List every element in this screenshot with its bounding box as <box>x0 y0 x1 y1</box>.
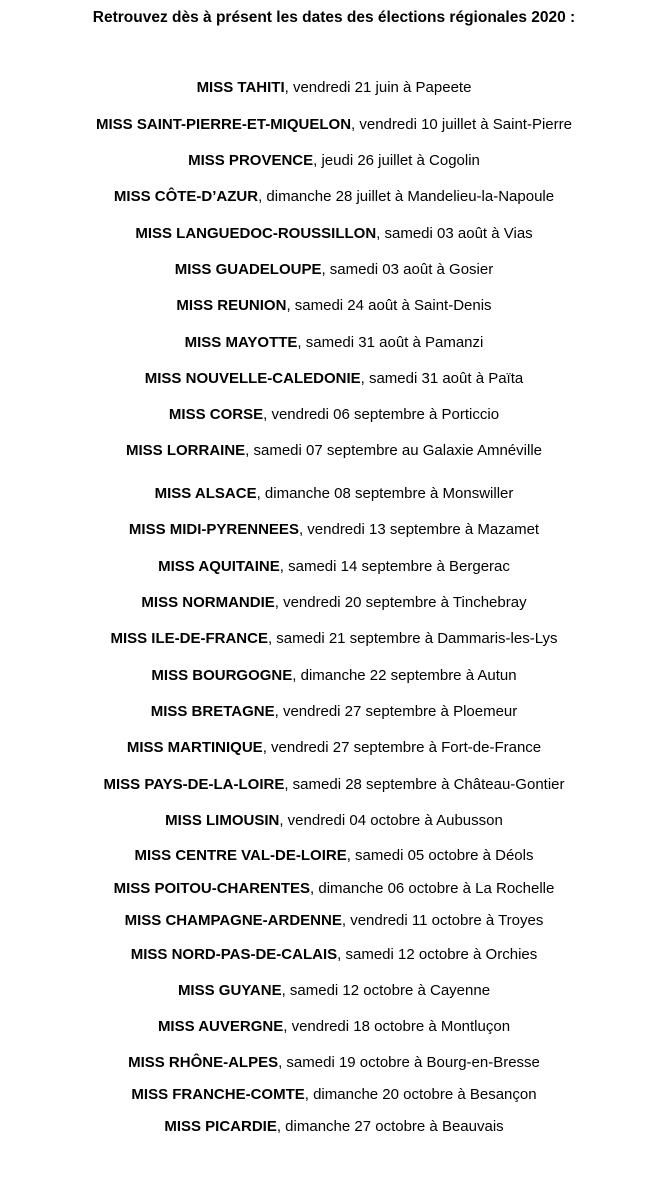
election-details: , dimanche 27 octobre à Beauvais <box>276 1118 504 1135</box>
region-name: MISS BRETAGNE <box>150 703 275 720</box>
list-item-languedoc-roussillon <box>0 224 668 244</box>
list-item-normandie <box>0 593 668 613</box>
region-name: MISS PICARDIE <box>164 1118 277 1135</box>
election-details: , vendredi 21 juin à Papeete <box>284 79 472 96</box>
region-name: MISS GUYANE <box>177 982 282 999</box>
region-name: MISS PROVENCE <box>188 152 314 169</box>
list-item-nord-pas-de-calais <box>0 945 668 965</box>
election-details: , vendredi 20 septembre à Tinchebray <box>274 594 527 611</box>
list-item-reunion <box>0 296 668 316</box>
region-name: MISS CHAMPAGNE-ARDENNE <box>124 912 342 929</box>
list-item-nouvelle-caledonie <box>0 369 668 389</box>
list-item-rhone-alpes <box>0 1053 668 1073</box>
list-item-ile-de-france <box>0 629 668 649</box>
list-item-poitou-charentes <box>0 879 668 899</box>
election-details: , samedi 12 octobre à Orchies <box>337 946 538 963</box>
list-item-lorraine <box>0 441 668 461</box>
list-item-corse <box>0 405 668 425</box>
list-item-picardie <box>0 1117 668 1137</box>
region-name: MISS AQUITAINE <box>158 558 280 575</box>
region-name: MISS NORMANDIE <box>141 594 275 611</box>
election-details: , samedi 03 août à Vias <box>376 225 533 242</box>
election-details: , samedi 03 août à Gosier <box>321 261 494 278</box>
election-details: , vendredi 13 septembre à Mazamet <box>298 521 540 538</box>
election-details: , vendredi 10 juillet à Saint-Pierre <box>351 116 572 133</box>
region-name: MISS MARTINIQUE <box>126 739 263 756</box>
list-item-guadeloupe <box>0 260 668 280</box>
list-item-alsace <box>0 484 668 504</box>
list-item-provence <box>0 151 668 171</box>
region-name: MISS CENTRE VAL-DE-LOIRE <box>134 847 347 864</box>
region-name: MISS PAYS-DE-LA-LOIRE <box>103 776 285 793</box>
page-heading: Retrouvez dès à présent les dates des élections régionales 2020 : <box>92 9 576 26</box>
region-name: MISS NOUVELLE-CALEDONIE <box>144 370 361 387</box>
region-name: MISS BOURGOGNE <box>151 667 293 684</box>
election-details: , samedi 19 octobre à Bourg-en-Bresse <box>278 1054 540 1071</box>
election-details: , vendredi 18 octobre à Montluçon <box>283 1018 511 1035</box>
election-details: , samedi 28 septembre à Château-Gontier <box>284 776 565 793</box>
election-details: , dimanche 06 octobre à La Rochelle <box>310 880 555 897</box>
list-item-guyane <box>0 981 668 1001</box>
election-details: , samedi 12 octobre à Cayenne <box>281 982 491 999</box>
election-details: , vendredi 27 septembre à Ploemeur <box>274 703 518 720</box>
list-item-auvergne <box>0 1017 668 1037</box>
election-details: , dimanche 20 octobre à Besançon <box>304 1086 537 1103</box>
election-details: , samedi 24 août à Saint-Denis <box>286 297 492 314</box>
region-name: MISS LIMOUSIN <box>165 812 280 829</box>
list-item-aquitaine <box>0 557 668 577</box>
election-details: , jeudi 26 juillet à Cogolin <box>313 152 480 169</box>
region-name: MISS CORSE <box>168 406 264 423</box>
list-item-mayotte <box>0 333 668 353</box>
region-name: MISS GUADELOUPE <box>174 261 322 278</box>
region-name: MISS MAYOTTE <box>184 334 298 351</box>
election-details: , samedi 21 septembre à Dammaris-les-Lys <box>267 630 558 647</box>
list-item-franche-comte <box>0 1085 668 1105</box>
region-name: MISS SAINT-PIERRE-ET-MIQUELON <box>96 116 352 133</box>
election-details: , samedi 14 septembre à Bergerac <box>279 558 510 575</box>
region-name: MISS RHÔNE-ALPES <box>128 1054 279 1071</box>
election-details: , vendredi 06 septembre à Porticcio <box>263 406 500 423</box>
region-name: MISS ALSACE <box>154 485 257 502</box>
region-name: MISS ILE-DE-FRANCE <box>110 630 268 647</box>
region-name: MISS REUNION <box>176 297 287 314</box>
election-details: , dimanche 08 septembre à Monswiller <box>256 485 514 502</box>
election-details: , dimanche 22 septembre à Autun <box>292 667 517 684</box>
region-name: MISS LANGUEDOC-ROUSSILLON <box>135 225 377 242</box>
region-name: MISS MIDI-PYRENNEES <box>128 521 299 538</box>
list-item-pays-de-la-loire <box>0 775 668 795</box>
election-details: , samedi 07 septembre au Galaxie Amnéville <box>245 442 542 459</box>
list-item-centre-val-de-loire <box>0 846 668 866</box>
list-item-midi-pyrennees <box>0 520 668 540</box>
election-details: , samedi 31 août à Païta <box>360 370 524 387</box>
election-details: , vendredi 04 octobre à Aubusson <box>279 812 503 829</box>
list-item-martinique <box>0 738 668 758</box>
list-item-champagne-ardenne <box>0 911 668 931</box>
region-name: MISS CÔTE-D’AZUR <box>113 188 259 205</box>
election-details: , vendredi 11 octobre à Troyes <box>341 912 544 929</box>
list-item-limousin <box>0 811 668 831</box>
region-name: MISS POITOU-CHARENTES <box>113 880 311 897</box>
election-details: , samedi 05 octobre à Déols <box>346 847 534 864</box>
election-details: , samedi 31 août à Pamanzi <box>297 334 484 351</box>
list-item-bretagne <box>0 702 668 722</box>
region-name: MISS AUVERGNE <box>157 1018 284 1035</box>
election-details: , vendredi 27 septembre à Fort-de-France <box>262 739 542 756</box>
region-name: MISS LORRAINE <box>125 442 246 459</box>
list-item-tahiti <box>0 78 668 98</box>
election-details: , dimanche 28 juillet à Mandelieu-la-Napoule <box>258 188 555 205</box>
region-name: MISS FRANCHE-COMTE <box>131 1086 305 1103</box>
list-item-saint-pierre-et-miquelon <box>0 115 668 135</box>
region-name: MISS TAHITI <box>196 79 285 96</box>
list-item-cote-d-azur <box>0 187 668 207</box>
region-name: MISS NORD-PAS-DE-CALAIS <box>130 946 338 963</box>
list-item-bourgogne <box>0 666 668 686</box>
